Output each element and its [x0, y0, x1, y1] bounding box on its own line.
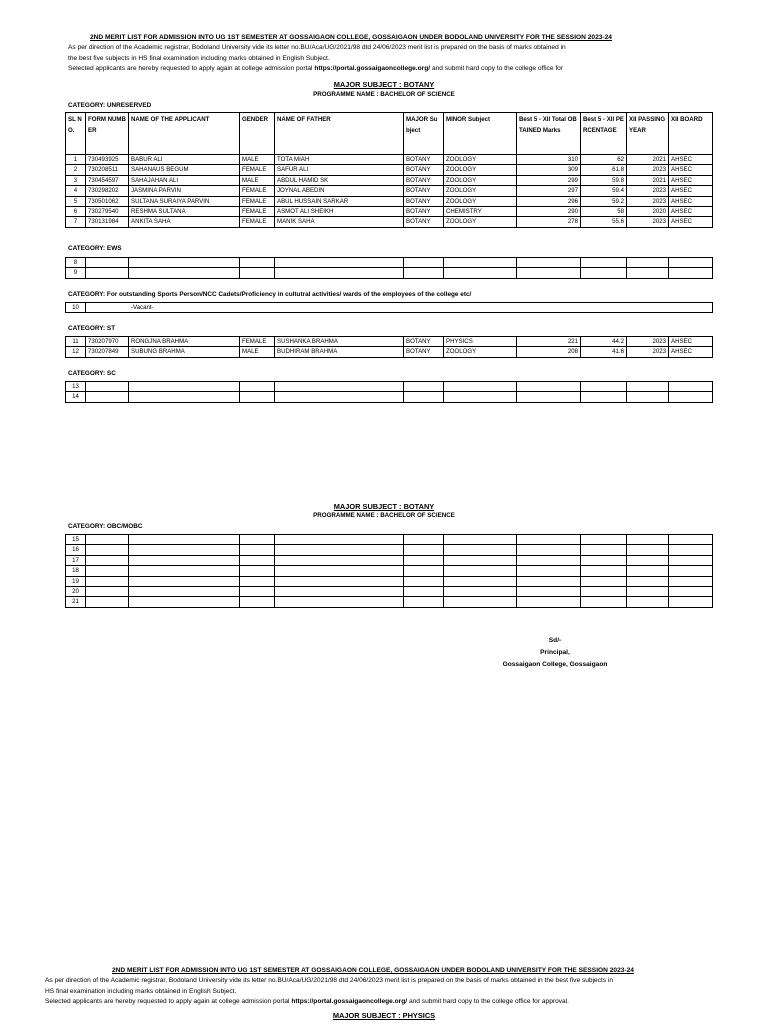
empty-cell — [581, 587, 627, 597]
sl-cell: 19 — [66, 576, 86, 586]
empty-cell — [627, 576, 669, 586]
signature-block — [455, 635, 655, 671]
table-cell: 59.4 — [581, 186, 627, 196]
table-cell: 1 — [66, 155, 86, 165]
table-cell: 2023 — [627, 196, 669, 206]
table-cell: ZOOLOGY — [444, 347, 517, 357]
st-table — [65, 336, 713, 358]
table-row — [66, 303, 713, 313]
table-row — [66, 268, 713, 278]
empty-cell — [240, 587, 275, 597]
empty-cell — [404, 587, 444, 597]
table-cell: 44.2 — [581, 337, 627, 347]
table-cell: ASMOT ALI SHEIKH — [275, 207, 404, 217]
column-header: MINOR Subject — [444, 113, 517, 155]
table-cell: 299 — [517, 175, 581, 185]
empty-cell — [669, 545, 713, 555]
major-subject-heading-3: MAJOR SUBJECT : PHYSICS — [332, 1011, 436, 1020]
empty-cell — [517, 555, 581, 565]
table-cell: AHSEC — [669, 337, 713, 347]
sl-cell: 18 — [66, 566, 86, 576]
table-cell: ABUL HUSSAIN SARKAR — [275, 196, 404, 206]
empty-cell — [444, 566, 517, 576]
table-row — [66, 337, 713, 347]
portal-link-3[interactable]: https://portal.gossaigaoncollege.org/ — [291, 998, 408, 1005]
column-header: FORM NUMBER — [86, 113, 129, 155]
empty-cell — [669, 566, 713, 576]
column-header: XII BOARD — [669, 113, 713, 155]
table-cell: AHSEC — [669, 196, 713, 206]
empty-cell — [404, 268, 444, 278]
table-cell: 730207849 — [86, 347, 129, 357]
direction-text-end: and submit hard copy to the college office for — [430, 65, 564, 72]
empty-cell — [129, 545, 240, 555]
empty-cell — [581, 566, 627, 576]
table-cell: ZOOLOGY — [444, 175, 517, 185]
empty-cell — [627, 566, 669, 576]
table-cell: ANKITA SAHA — [129, 217, 240, 227]
empty-cell — [669, 587, 713, 597]
empty-cell — [444, 258, 517, 268]
table-cell: TOTA MIAH — [275, 155, 404, 165]
table-cell: 297 — [517, 186, 581, 196]
direction-line-3 — [45, 997, 613, 1008]
table-cell: FEMALE — [240, 337, 275, 347]
column-header: NAME OF THE APPLICANT — [129, 113, 240, 155]
table-cell: RONGJNA BRAHMA — [129, 337, 240, 347]
major-subject-heading: MAJOR SUBJECT : BOTANY — [333, 80, 435, 89]
empty-cell — [517, 258, 581, 268]
table-cell: BOTANY — [404, 186, 444, 196]
table-cell: AHSEC — [669, 186, 713, 196]
table-cell: 3 — [66, 175, 86, 185]
empty-cell — [517, 576, 581, 586]
table-cell: 290 — [517, 207, 581, 217]
empty-cell — [275, 258, 404, 268]
empty-cell — [275, 587, 404, 597]
table-cell: JOYNAL ABEDIN — [275, 186, 404, 196]
empty-cell — [517, 268, 581, 278]
empty-cell — [240, 392, 275, 402]
programme-name-2: PROGRAMME NAME : BACHELOR OF SCIENCE — [313, 512, 455, 519]
programme-name: PROGRAMME NAME : BACHELOR OF SCIENCE — [313, 91, 455, 98]
table-cell: BOTANY — [404, 196, 444, 206]
table-cell: BUDHIRAM BRAHMA — [275, 347, 404, 357]
table-cell: SUBUNG BRAHMA — [129, 347, 240, 357]
direction-text: Selected applicants are hereby requested to apply again at college admission portal — [45, 998, 292, 1005]
table-cell: ZOOLOGY — [444, 196, 517, 206]
empty-cell — [581, 268, 627, 278]
direction-paragraph — [68, 43, 566, 75]
table-cell: 2 — [66, 165, 86, 175]
column-header: NAME OF FATHER — [275, 113, 404, 155]
category-sc: CATEGORY: SC — [68, 370, 116, 377]
empty-cell — [627, 258, 669, 268]
empty-cell — [444, 587, 517, 597]
table-cell: 59.8 — [581, 175, 627, 185]
column-header: GENDER — [240, 113, 275, 155]
table-cell: ABDUL HAMID SK — [275, 175, 404, 185]
empty-cell — [404, 535, 444, 545]
direction-line-2: HS final examination including marks obtained in English Subject. — [45, 987, 237, 995]
table-cell: 59.2 — [581, 196, 627, 206]
table-cell: AHSEC — [669, 217, 713, 227]
empty-cell — [275, 268, 404, 278]
empty-cell — [86, 566, 129, 576]
table-cell: 2023 — [627, 186, 669, 196]
ews-table — [65, 257, 713, 279]
empty-cell — [444, 597, 517, 607]
empty-cell — [669, 555, 713, 565]
table-cell: 41.6 — [581, 347, 627, 357]
table-cell: SULTANA SURAIYA PARVIN — [129, 196, 240, 206]
empty-cell — [240, 566, 275, 576]
empty-cell — [275, 535, 404, 545]
table-header-row — [66, 113, 713, 155]
empty-cell — [627, 597, 669, 607]
table-row — [66, 217, 713, 227]
table-row — [66, 597, 713, 607]
empty-cell — [581, 576, 627, 586]
unreserved-table — [65, 112, 713, 228]
portal-link[interactable]: https://portal.gossaigaoncollege.org/ — [314, 65, 431, 72]
empty-cell — [275, 392, 404, 402]
empty-cell — [404, 597, 444, 607]
empty-cell — [275, 566, 404, 576]
sl-cell: 13 — [66, 382, 86, 392]
table-cell: ZOOLOGY — [444, 217, 517, 227]
empty-cell — [404, 545, 444, 555]
table-row — [66, 258, 713, 268]
empty-cell — [627, 555, 669, 565]
empty-cell — [581, 555, 627, 565]
empty-cell — [517, 587, 581, 597]
empty-cell — [404, 555, 444, 565]
empty-cell — [517, 566, 581, 576]
empty-cell — [627, 268, 669, 278]
empty-cell — [444, 268, 517, 278]
table-cell: BOTANY — [404, 217, 444, 227]
signature-sd: Sd/- — [548, 637, 562, 644]
empty-cell — [627, 545, 669, 555]
table-cell: BOTANY — [404, 337, 444, 347]
empty-cell — [275, 545, 404, 555]
merit-list-title: 2ND MERIT LIST FOR ADMISSION INTO UG 1ST SEMESTER AT GOSSAIGAON COLLEGE, GOSSAIGAON UNDER BODOLAND UNIVERSITY FOR THE SESSION 2023-24 — [90, 34, 612, 41]
empty-cell — [86, 545, 129, 555]
table-cell: AHSEC — [669, 155, 713, 165]
empty-cell — [275, 555, 404, 565]
empty-cell — [669, 258, 713, 268]
table-row — [66, 155, 713, 165]
empty-cell — [444, 545, 517, 555]
empty-cell — [669, 597, 713, 607]
table-cell: 11 — [66, 337, 86, 347]
empty-cell — [444, 535, 517, 545]
empty-cell — [129, 392, 240, 402]
empty-cell — [86, 597, 129, 607]
empty-cell — [275, 382, 404, 392]
table-cell: 730493925 — [86, 155, 129, 165]
direction-line-2: the best five subjects in HS final examination including marks obtained in English Subject. — [68, 54, 330, 62]
table-cell: 2023 — [627, 347, 669, 357]
table-cell: JASMINA PARVIN — [129, 186, 240, 196]
signature-college: Gossaigaon College, Gossaigaon — [502, 661, 608, 668]
direction-text-end: and submit hard copy to the college office for approval. — [407, 998, 569, 1005]
direction-paragraph-3 — [45, 976, 613, 1008]
direction-line-1: As per direction of the Academic registrar, Bodoland University vide its letter no.BU/Aca/UG/2021/98 dtd 24/06/2023 merit list is prepared on the basis of marks obtained in — [68, 44, 566, 51]
table-cell: ZOOLOGY — [444, 155, 517, 165]
empty-cell — [129, 566, 240, 576]
table-cell: 2020 — [627, 207, 669, 217]
category-sports: CATEGORY: For outstanding Sports Person/NCC Cadets/Proficiency in cultutral activities/ wards of the employees of the college etc/ — [68, 291, 472, 298]
table-cell: BOTANY — [404, 155, 444, 165]
column-header: Best 5 - XII Total OBTAINED Marks — [517, 113, 581, 155]
table-row — [66, 576, 713, 586]
empty-cell — [129, 382, 240, 392]
table-cell: 730454597 — [86, 175, 129, 185]
empty-cell — [627, 535, 669, 545]
table-cell: 12 — [66, 347, 86, 357]
empty-cell — [627, 587, 669, 597]
empty-cell — [517, 392, 581, 402]
table-row — [66, 566, 713, 576]
direction-text: Selected applicants are hereby requested to apply again at college admission portal — [68, 65, 315, 72]
column-header: MAJOR Subject — [404, 113, 444, 155]
table-cell: AHSEC — [669, 175, 713, 185]
empty-cell — [86, 392, 129, 402]
table-cell: BABUR ALI — [129, 155, 240, 165]
empty-cell — [86, 268, 129, 278]
sl-cell: 21 — [66, 597, 86, 607]
table-cell: ZOOLOGY — [444, 186, 517, 196]
empty-cell — [129, 535, 240, 545]
sl-cell: 10 — [66, 303, 86, 313]
empty-cell — [240, 268, 275, 278]
table-row — [66, 382, 713, 392]
sl-cell: 20 — [66, 587, 86, 597]
table-row — [66, 392, 713, 402]
empty-cell — [581, 382, 627, 392]
table-cell: BOTANY — [404, 347, 444, 357]
empty-cell — [240, 597, 275, 607]
empty-cell — [129, 576, 240, 586]
empty-cell — [581, 392, 627, 402]
table-row — [66, 165, 713, 175]
column-header: Best 5 - XII PERCENTAGE — [581, 113, 627, 155]
direction-line-3 — [68, 64, 566, 75]
empty-cell — [129, 555, 240, 565]
table-cell: CHEMISTRY — [444, 207, 517, 217]
category-st: CATEGORY: ST — [68, 325, 116, 332]
empty-cell — [86, 535, 129, 545]
sports-table — [65, 302, 713, 313]
empty-cell — [240, 382, 275, 392]
column-header: XII PASSING YEAR — [627, 113, 669, 155]
category-unreserved: CATEGORY: UNRESERVED — [68, 102, 152, 109]
category-ews: CATEGORY: EWS — [68, 245, 122, 252]
empty-cell — [86, 555, 129, 565]
empty-cell — [517, 545, 581, 555]
table-cell: 2023 — [627, 165, 669, 175]
table-cell: 208 — [517, 347, 581, 357]
sl-cell: 14 — [66, 392, 86, 402]
table-cell: MALE — [240, 175, 275, 185]
table-cell: 730208511 — [86, 165, 129, 175]
empty-cell — [627, 392, 669, 402]
table-cell: FEMALE — [240, 165, 275, 175]
table-cell: FEMALE — [240, 207, 275, 217]
table-cell: MANIK SAHA — [275, 217, 404, 227]
table-cell: 58 — [581, 207, 627, 217]
table-cell: 2021 — [627, 155, 669, 165]
empty-cell — [669, 382, 713, 392]
table-cell: 278 — [517, 217, 581, 227]
table-cell: 730131984 — [86, 217, 129, 227]
table-row — [66, 545, 713, 555]
table-cell: FEMALE — [240, 196, 275, 206]
table-row — [66, 207, 713, 217]
table-cell: BOTANY — [404, 165, 444, 175]
table-row — [66, 587, 713, 597]
table-cell: SAHANAUS BEGUM — [129, 165, 240, 175]
empty-cell — [581, 597, 627, 607]
direction-line-1: As per direction of the Academic registrar, Bodoland University vide its letter no.BU/Aca/UG/2021/98 dtd 24/06/2023 merit list is prepared on the basis of marks obtained in the best five subjects in — [45, 977, 614, 984]
table-cell: MALE — [240, 347, 275, 357]
table-cell: ZOOLOGY — [444, 165, 517, 175]
major-subject-heading-2: MAJOR SUBJECT : BOTANY — [333, 502, 435, 511]
empty-cell — [581, 545, 627, 555]
empty-cell — [444, 392, 517, 402]
table-cell: FEMALE — [240, 186, 275, 196]
merit-list-title-3: 2ND MERIT LIST FOR ADMISSION INTO UG 1ST SEMESTER AT GOSSAIGAON COLLEGE, GOSSAIGAON UNDER BODOLAND UNIVERSITY FOR THE SESSION 2023-24 — [112, 967, 634, 974]
table-cell: 730207970 — [86, 337, 129, 347]
table-cell: 7 — [66, 217, 86, 227]
empty-cell — [404, 382, 444, 392]
sl-cell: 17 — [66, 555, 86, 565]
table-cell: 221 — [517, 337, 581, 347]
table-cell: AHSEC — [669, 165, 713, 175]
table-row — [66, 186, 713, 196]
table-cell: 55.6 — [581, 217, 627, 227]
table-row — [66, 196, 713, 206]
table-cell: BOTANY — [404, 207, 444, 217]
empty-cell — [86, 258, 129, 268]
table-cell: 730279540 — [86, 207, 129, 217]
table-cell: 296 — [517, 196, 581, 206]
empty-cell — [129, 587, 240, 597]
empty-cell — [240, 555, 275, 565]
table-cell: 730298202 — [86, 186, 129, 196]
table-cell: 310 — [517, 155, 581, 165]
table-cell: BOTANY — [404, 175, 444, 185]
empty-cell — [517, 382, 581, 392]
table-row — [66, 535, 713, 545]
empty-cell — [129, 258, 240, 268]
empty-cell — [669, 392, 713, 402]
table-cell: 309 — [517, 165, 581, 175]
vacant-cell: -Vacant- — [86, 303, 713, 313]
table-cell: 6 — [66, 207, 86, 217]
sl-cell: 9 — [66, 268, 86, 278]
empty-cell — [275, 597, 404, 607]
empty-cell — [129, 597, 240, 607]
category-obc: CATEGORY: OBC/MOBC — [68, 523, 143, 530]
empty-cell — [240, 576, 275, 586]
table-cell: 2023 — [627, 337, 669, 347]
table-cell: 730501062 — [86, 196, 129, 206]
empty-cell — [669, 535, 713, 545]
table-cell: MALE — [240, 155, 275, 165]
table-cell: 2021 — [627, 175, 669, 185]
table-row — [66, 175, 713, 185]
table-cell: SAFUR ALI — [275, 165, 404, 175]
table-cell: SAHAJAHAN ALI — [129, 175, 240, 185]
table-cell: AHSEC — [669, 207, 713, 217]
empty-cell — [86, 576, 129, 586]
table-cell: 2023 — [627, 217, 669, 227]
sc-table — [65, 381, 713, 403]
empty-cell — [444, 555, 517, 565]
sl-cell: 8 — [66, 258, 86, 268]
empty-cell — [669, 268, 713, 278]
empty-cell — [86, 382, 129, 392]
empty-cell — [240, 545, 275, 555]
empty-cell — [404, 576, 444, 586]
table-cell: 62 — [581, 155, 627, 165]
table-cell: 61.8 — [581, 165, 627, 175]
table-cell: SUSHANKA BRAHMA — [275, 337, 404, 347]
table-cell: RESHMA SULTANA — [129, 207, 240, 217]
empty-cell — [444, 576, 517, 586]
sl-cell: 15 — [66, 535, 86, 545]
empty-cell — [404, 258, 444, 268]
obc-table — [65, 534, 713, 608]
table-row — [66, 555, 713, 565]
empty-cell — [581, 535, 627, 545]
column-header: SL NO. — [66, 113, 86, 155]
empty-cell — [517, 597, 581, 607]
empty-cell — [86, 587, 129, 597]
empty-cell — [240, 258, 275, 268]
table-cell: FEMALE — [240, 217, 275, 227]
empty-cell — [275, 576, 404, 586]
empty-cell — [240, 535, 275, 545]
table-cell: AHSEC — [669, 347, 713, 357]
empty-cell — [404, 392, 444, 402]
empty-cell — [581, 258, 627, 268]
empty-cell — [129, 268, 240, 278]
table-row — [66, 347, 713, 357]
table-cell: 5 — [66, 196, 86, 206]
empty-cell — [444, 382, 517, 392]
empty-cell — [404, 566, 444, 576]
empty-cell — [669, 576, 713, 586]
empty-cell — [517, 535, 581, 545]
table-cell: PHYSICS — [444, 337, 517, 347]
sl-cell: 16 — [66, 545, 86, 555]
empty-cell — [627, 382, 669, 392]
signature-title: Principal, — [540, 649, 570, 656]
table-cell: 4 — [66, 186, 86, 196]
